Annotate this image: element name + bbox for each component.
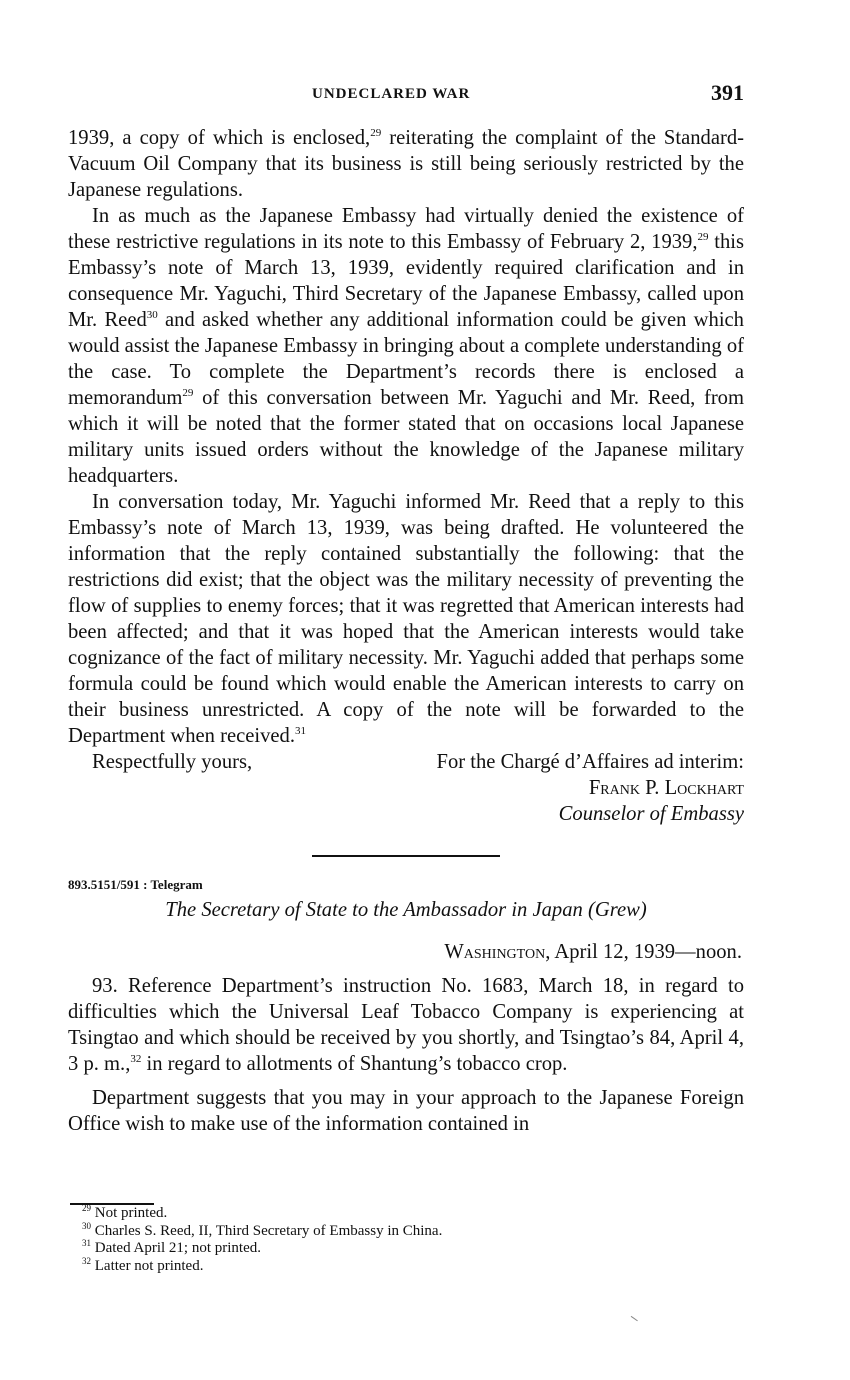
footnote-32 <box>82 1255 744 1276</box>
footnote-ref: 31 <box>295 725 306 738</box>
document-title: The Secretary of State to the Ambassador in Japan (Grew) <box>165 899 647 921</box>
footnote-ref: 32 <box>130 1053 142 1066</box>
telegram-paragraph-2: Department suggests that you may in your approach to the Japanese Foreign Office wish to make use of the information contained in <box>68 1087 744 1135</box>
paragraph-2 <box>68 203 744 489</box>
dateline-place: Washington <box>444 941 546 963</box>
footnote-number: 31 <box>82 1238 91 1248</box>
dateline-time: , April 12, 1939—noon. <box>545 941 742 963</box>
telegram-paragraph-1 <box>68 973 744 1077</box>
signer-title: Counselor of Embassy <box>558 803 744 825</box>
text-run: reiterating the complaint of the Standard-Vacuum Oil Company that its business is still being seriously restricted by the Japanese regulations. <box>68 127 744 201</box>
page-number: 391 <box>711 80 744 105</box>
running-title: UNDECLARED WAR <box>312 86 471 102</box>
footnote-ref: 29 <box>370 127 382 140</box>
text-run: of this conversation between Mr. Yaguchi and Mr. Reed, from which it will be noted that the former stated that on occasions local Japanese military units issued orders without the knowledge of the Japanese military headquarters. <box>68 387 744 487</box>
footnotes <box>68 1203 744 1275</box>
paragraph-1 <box>68 125 744 203</box>
footnote-number: 29 <box>82 1203 91 1213</box>
footnote-text: Not printed. <box>91 1205 168 1221</box>
footnote-text: Charles S. Reed, II, Third Secretary of Embassy in China. <box>91 1222 443 1239</box>
running-head <box>68 80 744 110</box>
dateline <box>68 939 744 965</box>
text-run: 1939, a copy of which is enclosed, <box>68 127 371 149</box>
salutation: Respectfully yours, <box>92 751 253 773</box>
signer-name: Frank P. Lockhart <box>588 777 744 799</box>
text-run: and asked whether any additional information could be given which would assist the Japanese Embassy in bringing about a complete understanding of the case. To complete the Department’s records there is enclosed a memorandum <box>68 309 744 409</box>
section-divider <box>312 855 500 857</box>
file-number: 893.5151/591 : Telegram <box>68 877 203 892</box>
footnote-text: Dated April 21; not printed. <box>91 1240 261 1256</box>
closing-line <box>68 749 744 775</box>
text-run: In conversation today, Mr. Yaguchi informed Mr. Reed that a reply to this Embassy’s note of March 13, 1939, was being drafted. He volunteered the information that the reply contained substantially the following: that the restrictions did exist; that the object was the military necessity of preventing the flow of supplies to enemy forces; that it was regretted that American interests had been affected; and that it was hoped that the American interests would take cognizance of the fact of military necessity. Mr. Yaguchi added that perhaps some formula could be found which would enable the American interests to carry on their business unrestricted. A copy of the note will be forwarded to the Department when received. <box>68 491 744 747</box>
footnote-text: Latter not printed. <box>91 1257 204 1274</box>
text-run: this Embassy’s note of March 13, 1939, evidently required clarification and in consequence Mr. Yaguchi, Third Secretary of the Japanese Embassy, called upon Mr. Reed <box>68 231 745 331</box>
footnote-ref: 29 <box>697 231 709 244</box>
footnote-29 <box>82 1205 744 1223</box>
text-run: In as much as the Japanese Embassy had virtually denied the existence of these restrictive regulations in its note to this Embassy of February 2, 1939, <box>68 205 744 253</box>
text-run: 93. Reference Department’s instruction No. 1683, March 18, in regard to difficulties which the Universal Leaf Tobacco Company is experiencing at Tsingtao and which should be received by you shortly, and Tsingtao’s 84, April 4, 3 p. m., <box>68 975 744 1075</box>
footnote-ref: 30 <box>146 309 158 322</box>
footnote-31 <box>82 1240 744 1258</box>
footnote-30 <box>82 1220 744 1241</box>
for-line: For the Chargé d’Affaires ad interim: <box>436 751 744 773</box>
footnote-ref: 29 <box>182 387 194 400</box>
body-text <box>68 125 744 1137</box>
paragraph-3 <box>68 489 744 749</box>
footnote-number: 32 <box>82 1255 91 1266</box>
stray-mark <box>630 1316 638 1322</box>
footnote-number: 30 <box>82 1220 91 1231</box>
text-run: in regard to allotments of Shantung’s tobacco crop. <box>141 1053 568 1075</box>
